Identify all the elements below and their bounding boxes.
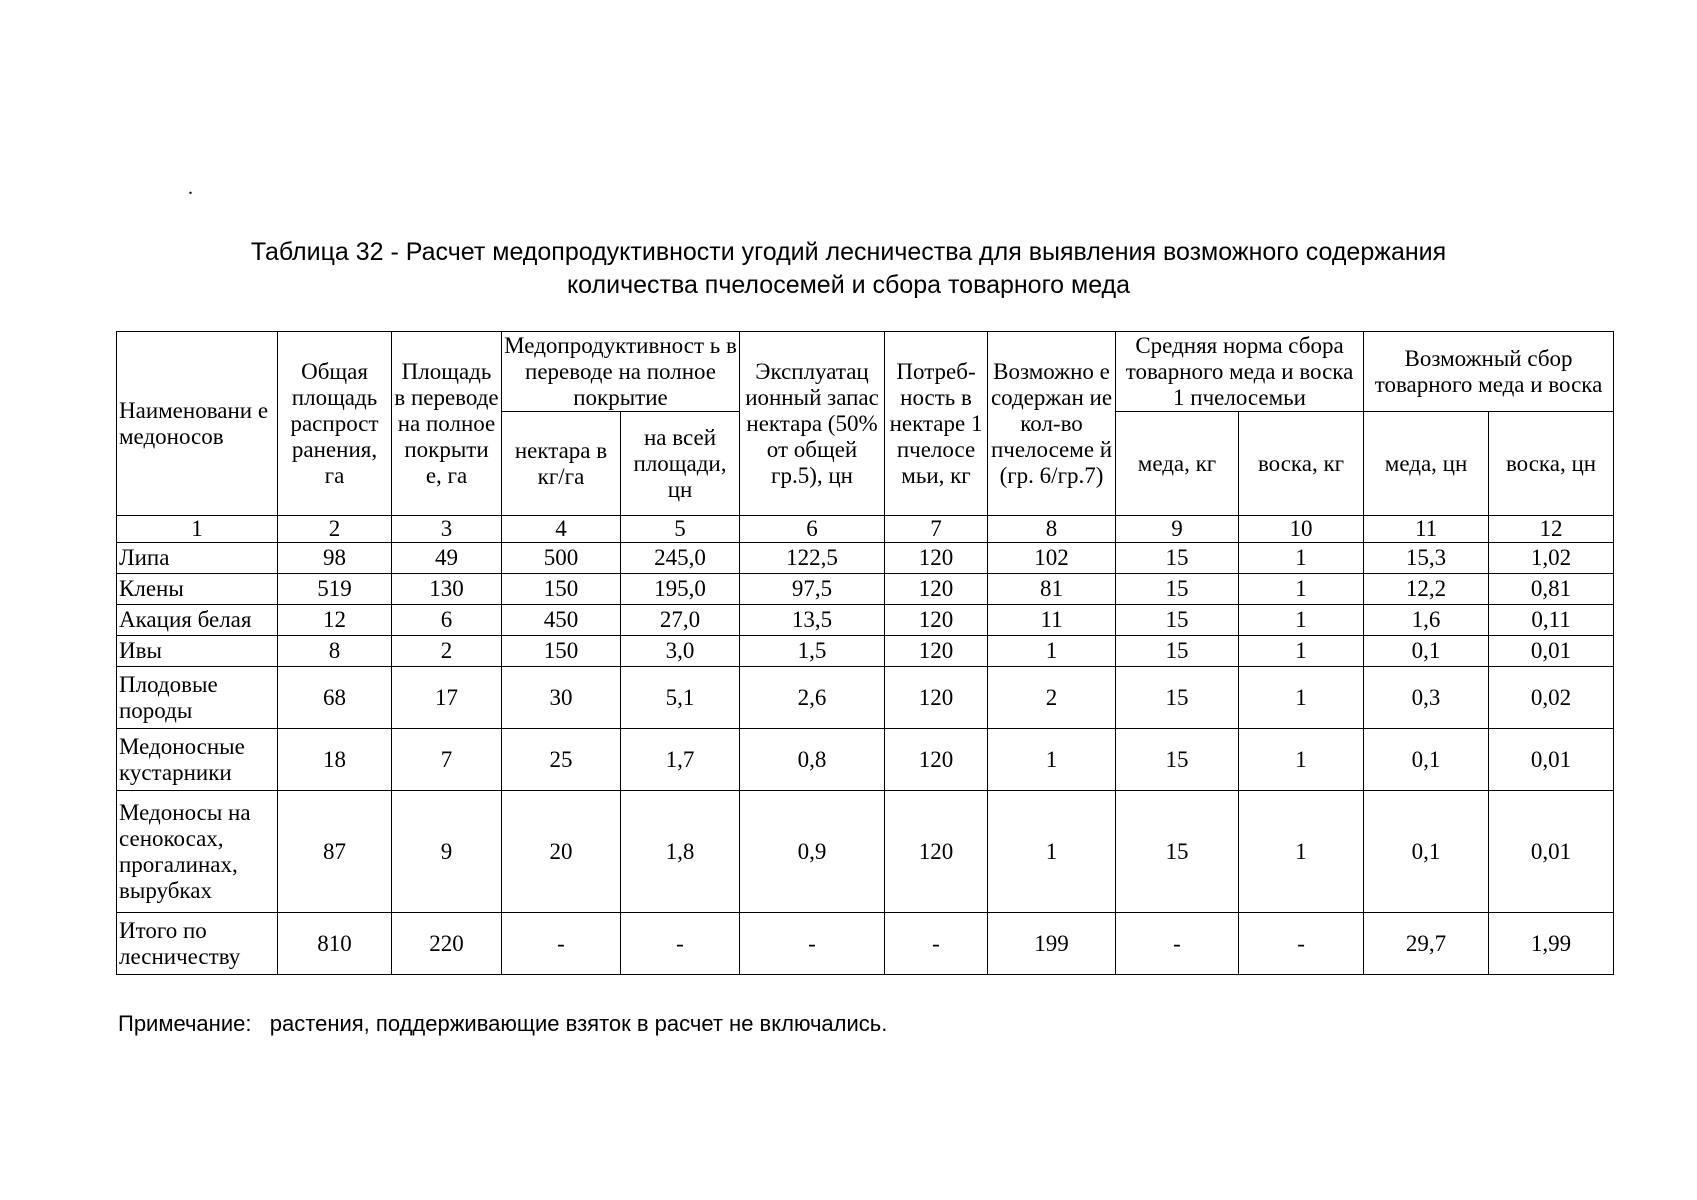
- plant-name-cell: Клены: [117, 574, 278, 605]
- table-cell: 0,81: [1489, 574, 1614, 605]
- table-cell: 150: [502, 574, 621, 605]
- table-cell: 7: [392, 729, 502, 791]
- column-number: 2: [278, 516, 392, 543]
- table-cell: 122,5: [740, 543, 885, 574]
- table-cell: 1,7: [621, 729, 740, 791]
- header-converted-area: Площадь в переводе на полное покрыти е, га: [392, 332, 502, 516]
- table-cell: -: [740, 913, 885, 975]
- note-text: растения, поддерживающие взяток в расчет не включались.: [269, 1011, 888, 1036]
- table-cell: -: [621, 913, 740, 975]
- table-cell: 120: [885, 667, 988, 729]
- table-cell: 15: [1116, 543, 1239, 574]
- table-cell: 8: [278, 636, 392, 667]
- table-cell: 15: [1116, 636, 1239, 667]
- caption-line-2: количества пчелосемей и сбора товарного меда: [566, 271, 1131, 299]
- column-number: 3: [392, 516, 502, 543]
- table-cell: 6: [392, 605, 502, 636]
- table-cell: -: [885, 913, 988, 975]
- table-note: [118, 1010, 887, 1038]
- table-cell: 27,0: [621, 605, 740, 636]
- plant-name-cell: Итого по лесничеству: [117, 913, 278, 975]
- table-cell: 1: [1239, 729, 1364, 791]
- table-cell: 9: [392, 791, 502, 913]
- table-row: [117, 667, 1614, 729]
- table-cell: 519: [278, 574, 392, 605]
- column-number: 4: [502, 516, 621, 543]
- header-group-honey-productivity: Медопродуктивност ь в переводе на полное покрытие: [502, 332, 740, 412]
- table-cell: 1: [1239, 605, 1364, 636]
- table-cell: 1,02: [1489, 543, 1614, 574]
- plant-name-cell: Плодовые породы: [117, 667, 278, 729]
- header-nectar-need: Потреб- ность в нектаре 1 пчелосе мьи, кг: [885, 332, 988, 516]
- table-cell: 1,6: [1364, 605, 1489, 636]
- caption-line-1: Таблица 32 - Расчет медопродуктивности угодий лесничества для выявления возможного содержания: [250, 238, 1447, 266]
- table-cell: 15: [1116, 667, 1239, 729]
- table-cell: 1: [1239, 543, 1364, 574]
- column-number: 1: [117, 516, 278, 543]
- column-number: 12: [1489, 516, 1614, 543]
- table-row-total: [117, 913, 1614, 975]
- table-row: [117, 574, 1614, 605]
- table-cell: 2,6: [740, 667, 885, 729]
- table-cell: 810: [278, 913, 392, 975]
- column-number: 9: [1116, 516, 1239, 543]
- table-cell: 450: [502, 605, 621, 636]
- header-honey-kg: меда, кг: [1116, 412, 1239, 516]
- stray-dot: .: [188, 177, 193, 199]
- table-cell: 1,8: [621, 791, 740, 913]
- plant-name-cell: Ивы: [117, 636, 278, 667]
- table-cell: 0,11: [1489, 605, 1614, 636]
- table-cell: 15: [1116, 729, 1239, 791]
- table-cell: 68: [278, 667, 392, 729]
- table-cell: 3,0: [621, 636, 740, 667]
- table-row: [117, 543, 1614, 574]
- plant-name-cell: Медоносы на сенокосах, прогалинах, вырубках: [117, 791, 278, 913]
- table-cell: 0,8: [740, 729, 885, 791]
- table-cell: 98: [278, 543, 392, 574]
- table-cell: 17: [392, 667, 502, 729]
- table-cell: 0,01: [1489, 729, 1614, 791]
- table-row: [117, 791, 1614, 913]
- table-cell: 1: [1239, 791, 1364, 913]
- honey-productivity-table: [116, 331, 1614, 975]
- column-number: 8: [988, 516, 1116, 543]
- header-wax-kg: воска, кг: [1239, 412, 1364, 516]
- plant-name-cell: Липа: [117, 543, 278, 574]
- table-cell: 2: [392, 636, 502, 667]
- table-cell: 220: [392, 913, 502, 975]
- table-cell: 0,9: [740, 791, 885, 913]
- table-cell: 120: [885, 791, 988, 913]
- table-cell: 0,1: [1364, 791, 1489, 913]
- table-cell: 15,3: [1364, 543, 1489, 574]
- table-cell: 15: [1116, 605, 1239, 636]
- table-cell: 120: [885, 574, 988, 605]
- table-cell: 18: [278, 729, 392, 791]
- column-number: 10: [1239, 516, 1364, 543]
- table-cell: 81: [988, 574, 1116, 605]
- table-cell: 0,1: [1364, 636, 1489, 667]
- table-cell: -: [1116, 913, 1239, 975]
- table-cell: 0,01: [1489, 636, 1614, 667]
- table-caption: [0, 236, 1697, 302]
- plant-name-cell: Акация белая: [117, 605, 278, 636]
- header-wax-cn: воска, цн: [1489, 412, 1614, 516]
- table-cell: 245,0: [621, 543, 740, 574]
- table-cell: 195,0: [621, 574, 740, 605]
- column-number: 5: [621, 516, 740, 543]
- header-honey-cn: меда, цн: [1364, 412, 1489, 516]
- table-cell: 0,02: [1489, 667, 1614, 729]
- table-cell: -: [502, 913, 621, 975]
- table-cell: 1,5: [740, 636, 885, 667]
- table-cell: 1: [988, 791, 1116, 913]
- column-number-row: [117, 516, 1614, 543]
- header-total-area: Общая площадь распрост ранения, га: [278, 332, 392, 516]
- header-possible-colonies: Возможно е содержан ие кол-во пчелосеме й (гр. 6/гр.7): [988, 332, 1116, 516]
- column-number: 11: [1364, 516, 1489, 543]
- table-cell: 15: [1116, 791, 1239, 913]
- table-cell: 120: [885, 636, 988, 667]
- note-label: Примечание:: [118, 1011, 252, 1036]
- table-cell: 25: [502, 729, 621, 791]
- header-plant-name: Наименовани е медоносов: [117, 332, 278, 516]
- table-row: [117, 605, 1614, 636]
- column-number: 6: [740, 516, 885, 543]
- table-cell: 199: [988, 913, 1116, 975]
- table-cell: 49: [392, 543, 502, 574]
- table-cell: 500: [502, 543, 621, 574]
- table-cell: 150: [502, 636, 621, 667]
- table-cell: 5,1: [621, 667, 740, 729]
- table-cell: 11: [988, 605, 1116, 636]
- table-row: [117, 729, 1614, 791]
- table-cell: 13,5: [740, 605, 885, 636]
- table-cell: 12: [278, 605, 392, 636]
- table-cell: 1: [1239, 636, 1364, 667]
- table-cell: 30: [502, 667, 621, 729]
- table-cell: 29,7: [1364, 913, 1489, 975]
- plant-name-cell: Медоносные кустарники: [117, 729, 278, 791]
- table-cell: 0,1: [1364, 729, 1489, 791]
- header-group-possible-yield: Возможный сбор товарного меда и воска: [1364, 332, 1614, 412]
- table-cell: 120: [885, 605, 988, 636]
- table-cell: 1: [988, 729, 1116, 791]
- table-cell: 1: [1239, 667, 1364, 729]
- header-nectar-per-ha: нектара в кг/га: [502, 412, 621, 516]
- column-number: 7: [885, 516, 988, 543]
- header-nectar-reserve: Эксплуатац ионный запас нектара (50% от общей гр.5), цн: [740, 332, 885, 516]
- header-group-average-norm: Средняя норма сбора товарного меда и воска 1 пчелосемьи: [1116, 332, 1364, 412]
- table-cell: 120: [885, 543, 988, 574]
- table-cell: 97,5: [740, 574, 885, 605]
- header-row-1: [117, 332, 1614, 412]
- table-cell: 1: [988, 636, 1116, 667]
- table-cell: 102: [988, 543, 1116, 574]
- table-cell: 0,3: [1364, 667, 1489, 729]
- table-cell: 0,01: [1489, 791, 1614, 913]
- table-cell: 2: [988, 667, 1116, 729]
- table-cell: 15: [1116, 574, 1239, 605]
- header-nectar-total: на всей площади, цн: [621, 412, 740, 516]
- table-cell: 20: [502, 791, 621, 913]
- table-cell: 120: [885, 729, 988, 791]
- table-cell: 1,99: [1489, 913, 1614, 975]
- table-cell: -: [1239, 913, 1364, 975]
- table-cell: 1: [1239, 574, 1364, 605]
- table-row: [117, 636, 1614, 667]
- table-cell: 130: [392, 574, 502, 605]
- table-cell: 12,2: [1364, 574, 1489, 605]
- table-cell: 87: [278, 791, 392, 913]
